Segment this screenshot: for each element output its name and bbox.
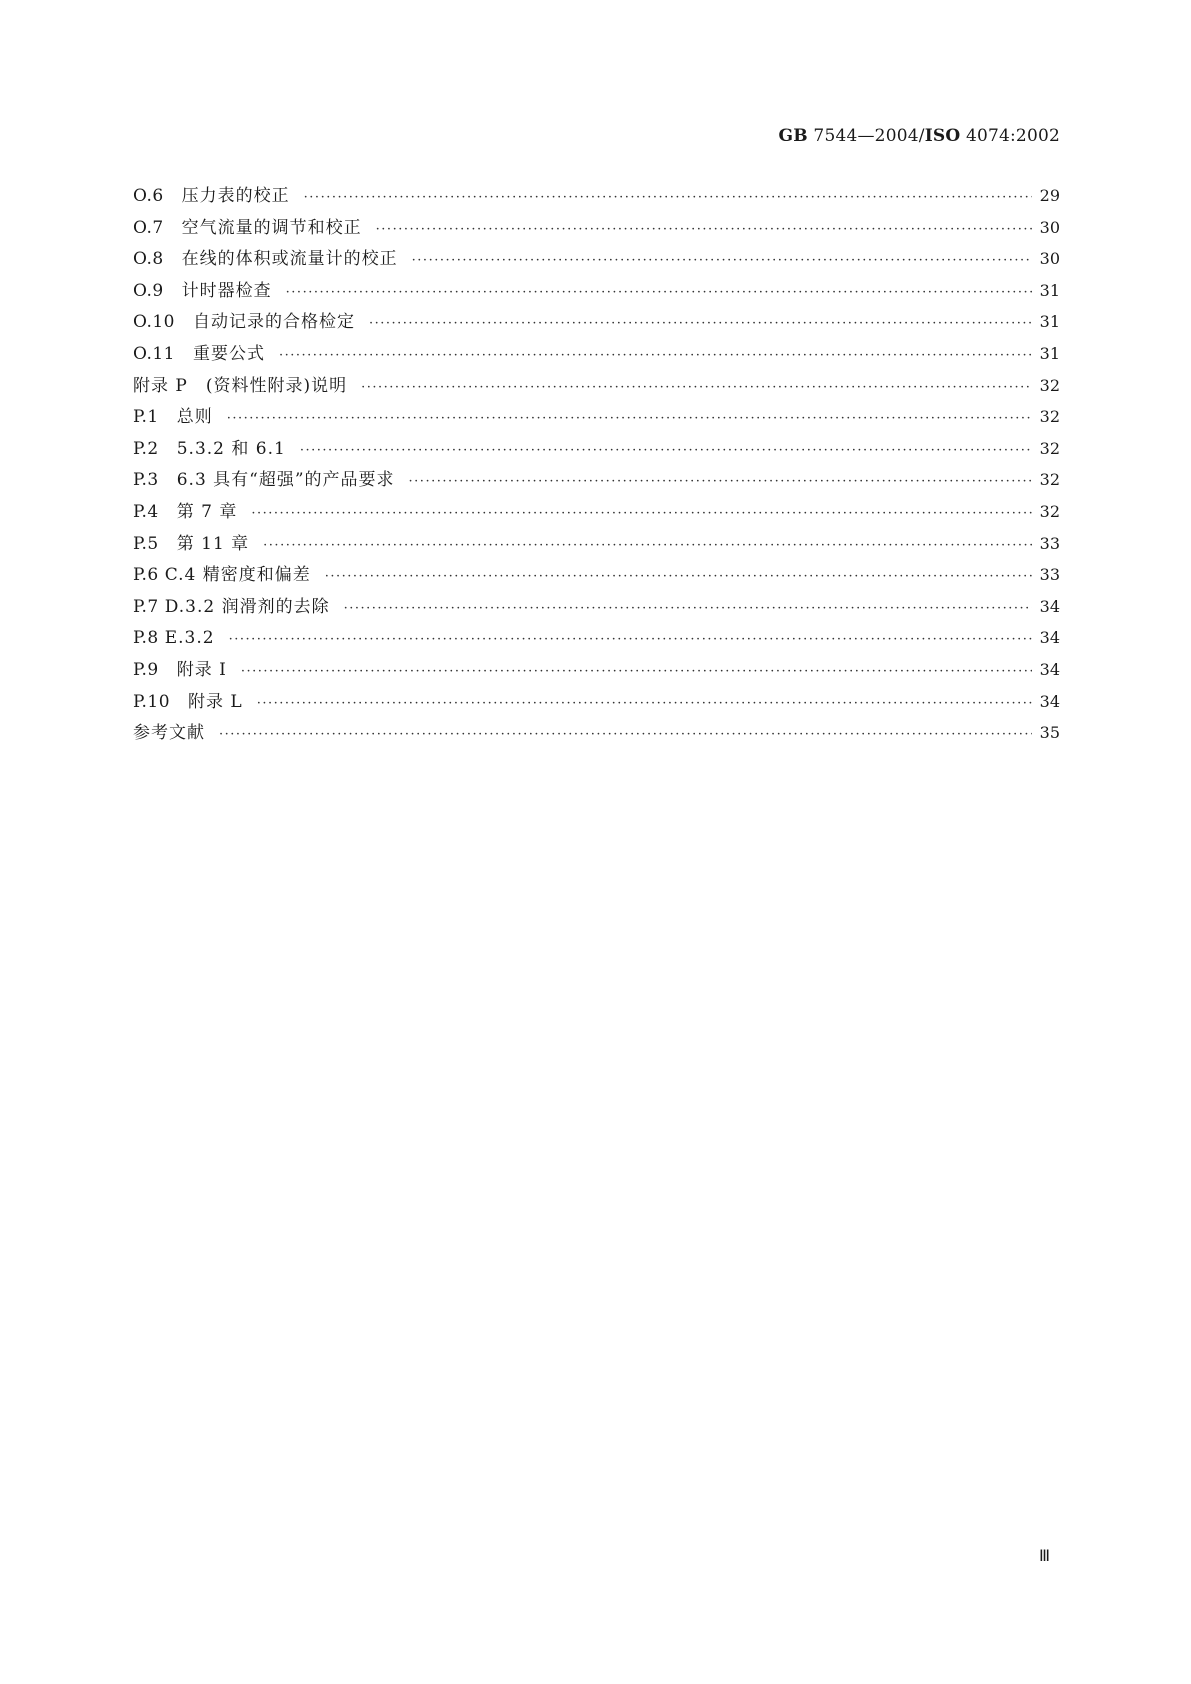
toc-entry[interactable] bbox=[133, 180, 1060, 212]
toc-entry-page: 31 bbox=[1039, 312, 1060, 332]
toc-leader-dots bbox=[412, 245, 1032, 277]
toc-entry-number: P.4 bbox=[133, 501, 159, 522]
toc-entry-page: 31 bbox=[1039, 280, 1060, 300]
toc-entry-number: O.9 bbox=[133, 280, 164, 301]
toc-leader-dots bbox=[344, 593, 1032, 625]
toc-entry[interactable] bbox=[133, 464, 1060, 496]
toc-entry-title: 自动记录的合格检定 bbox=[192, 312, 355, 333]
toc-entry-page: 30 bbox=[1039, 249, 1060, 269]
toc-entry-number: O.10 bbox=[133, 312, 175, 333]
toc-entry-title: 5.3.2 和 6.1 bbox=[176, 438, 286, 459]
toc-entry[interactable] bbox=[133, 496, 1060, 528]
toc-entry[interactable] bbox=[133, 433, 1060, 465]
standard-code-iso: ISO bbox=[924, 126, 961, 146]
toc-entry-page: 35 bbox=[1039, 723, 1060, 743]
toc-leader-dots bbox=[361, 372, 1032, 404]
toc-entry-page: 32 bbox=[1039, 501, 1060, 521]
toc-leader-dots bbox=[369, 308, 1032, 340]
toc-entry-title: 总则 bbox=[176, 407, 213, 428]
toc-entry-page: 32 bbox=[1039, 470, 1060, 490]
page-header bbox=[779, 126, 1060, 146]
toc-entry[interactable] bbox=[133, 275, 1060, 307]
toc-entry-title: 计时器检查 bbox=[181, 280, 272, 301]
toc-entry[interactable] bbox=[133, 338, 1060, 370]
toc-entry[interactable] bbox=[133, 717, 1060, 749]
toc-entry-number: P.8 bbox=[133, 628, 159, 649]
toc-entry[interactable] bbox=[133, 686, 1060, 718]
toc-leader-dots bbox=[219, 719, 1032, 751]
toc-leader-dots bbox=[229, 624, 1032, 656]
toc-entry-title: 附录 L bbox=[188, 691, 243, 712]
toc-leader-dots bbox=[325, 561, 1032, 593]
standard-number-iso: 4074:2002 bbox=[965, 126, 1060, 146]
toc-entry-number: P.3 bbox=[133, 470, 159, 491]
toc-entry-title: 第 7 章 bbox=[176, 501, 238, 522]
toc-entry-number: P.2 bbox=[133, 438, 159, 459]
standard-number-gb: 7544—2004/ bbox=[813, 126, 925, 146]
toc-entry-page: 34 bbox=[1039, 659, 1060, 679]
toc-entry-page: 29 bbox=[1039, 186, 1060, 205]
page-number: Ⅲ bbox=[1038, 1546, 1050, 1565]
toc-entry-page: 32 bbox=[1039, 375, 1060, 395]
toc-entry-number: O.6 bbox=[133, 186, 164, 206]
toc-entry-title: 附录 I bbox=[176, 659, 227, 680]
toc-entry[interactable] bbox=[133, 559, 1060, 591]
toc-entry-page: 32 bbox=[1039, 438, 1060, 458]
toc-entry[interactable] bbox=[133, 654, 1060, 686]
toc-leader-dots bbox=[241, 656, 1032, 688]
toc-leader-dots bbox=[300, 435, 1032, 467]
toc-entry-page: 33 bbox=[1039, 533, 1060, 553]
toc-leader-dots bbox=[227, 403, 1032, 435]
toc-entry-number: O.7 bbox=[133, 217, 164, 238]
toc-entry-title: 附录 P (资料性附录)说明 bbox=[133, 375, 348, 396]
toc-entry[interactable] bbox=[133, 212, 1060, 244]
toc-leader-dots bbox=[279, 340, 1032, 372]
toc-entry[interactable] bbox=[133, 528, 1060, 560]
toc-entry-page: 30 bbox=[1039, 217, 1060, 237]
toc-entry[interactable] bbox=[133, 370, 1060, 402]
standard-code-gb: GB bbox=[778, 126, 808, 146]
toc-entry-number: P.1 bbox=[133, 407, 159, 428]
toc-entry-title: C.4 精密度和偏差 bbox=[164, 565, 311, 586]
toc-leader-dots bbox=[257, 688, 1032, 720]
toc-entry-number: P.9 bbox=[133, 659, 159, 680]
toc-entry-number: P.6 bbox=[133, 565, 159, 586]
toc-entry[interactable] bbox=[133, 243, 1060, 275]
toc-entry-title: D.3.2 润滑剂的去除 bbox=[164, 596, 330, 617]
toc-entry-title: 在线的体积或流量计的校正 bbox=[181, 249, 398, 270]
toc-entry-title: 第 11 章 bbox=[176, 533, 250, 554]
toc-entry-number: O.8 bbox=[133, 249, 164, 270]
toc-entry-page: 33 bbox=[1039, 565, 1060, 585]
toc-leader-dots bbox=[251, 498, 1032, 530]
toc-entry-title: E.3.2 bbox=[164, 628, 215, 649]
toc-entry-page: 31 bbox=[1039, 343, 1060, 363]
toc-leader-dots bbox=[376, 214, 1032, 246]
toc-entry[interactable] bbox=[133, 401, 1060, 433]
toc-entry-title: 参考文献 bbox=[133, 723, 205, 744]
toc-entry-page: 32 bbox=[1039, 407, 1060, 427]
toc-leader-dots bbox=[304, 182, 1032, 214]
toc-entry-page: 34 bbox=[1039, 691, 1060, 711]
toc-entry-title: 6.3 具有“超强”的产品要求 bbox=[176, 470, 395, 491]
toc-entry-number: P.5 bbox=[133, 533, 159, 554]
toc-entry-title: 重要公式 bbox=[192, 343, 265, 364]
toc-entry-number: O.11 bbox=[133, 343, 175, 364]
toc-entry-page: 34 bbox=[1039, 596, 1060, 616]
toc-entry[interactable] bbox=[133, 622, 1060, 654]
toc-entry-number: P.7 bbox=[133, 596, 159, 617]
toc-leader-dots bbox=[263, 530, 1032, 562]
toc-entry[interactable] bbox=[133, 591, 1060, 623]
toc-entry-page: 34 bbox=[1039, 628, 1060, 648]
toc-entry-number: P.10 bbox=[133, 691, 171, 712]
toc-leader-dots bbox=[286, 277, 1032, 309]
toc-entry-title: 压力表的校正 bbox=[181, 186, 290, 206]
toc-entry[interactable] bbox=[133, 306, 1060, 338]
toc-entry-title: 空气流量的调节和校正 bbox=[181, 217, 362, 238]
table-of-contents bbox=[133, 180, 1060, 749]
toc-leader-dots bbox=[409, 466, 1032, 498]
